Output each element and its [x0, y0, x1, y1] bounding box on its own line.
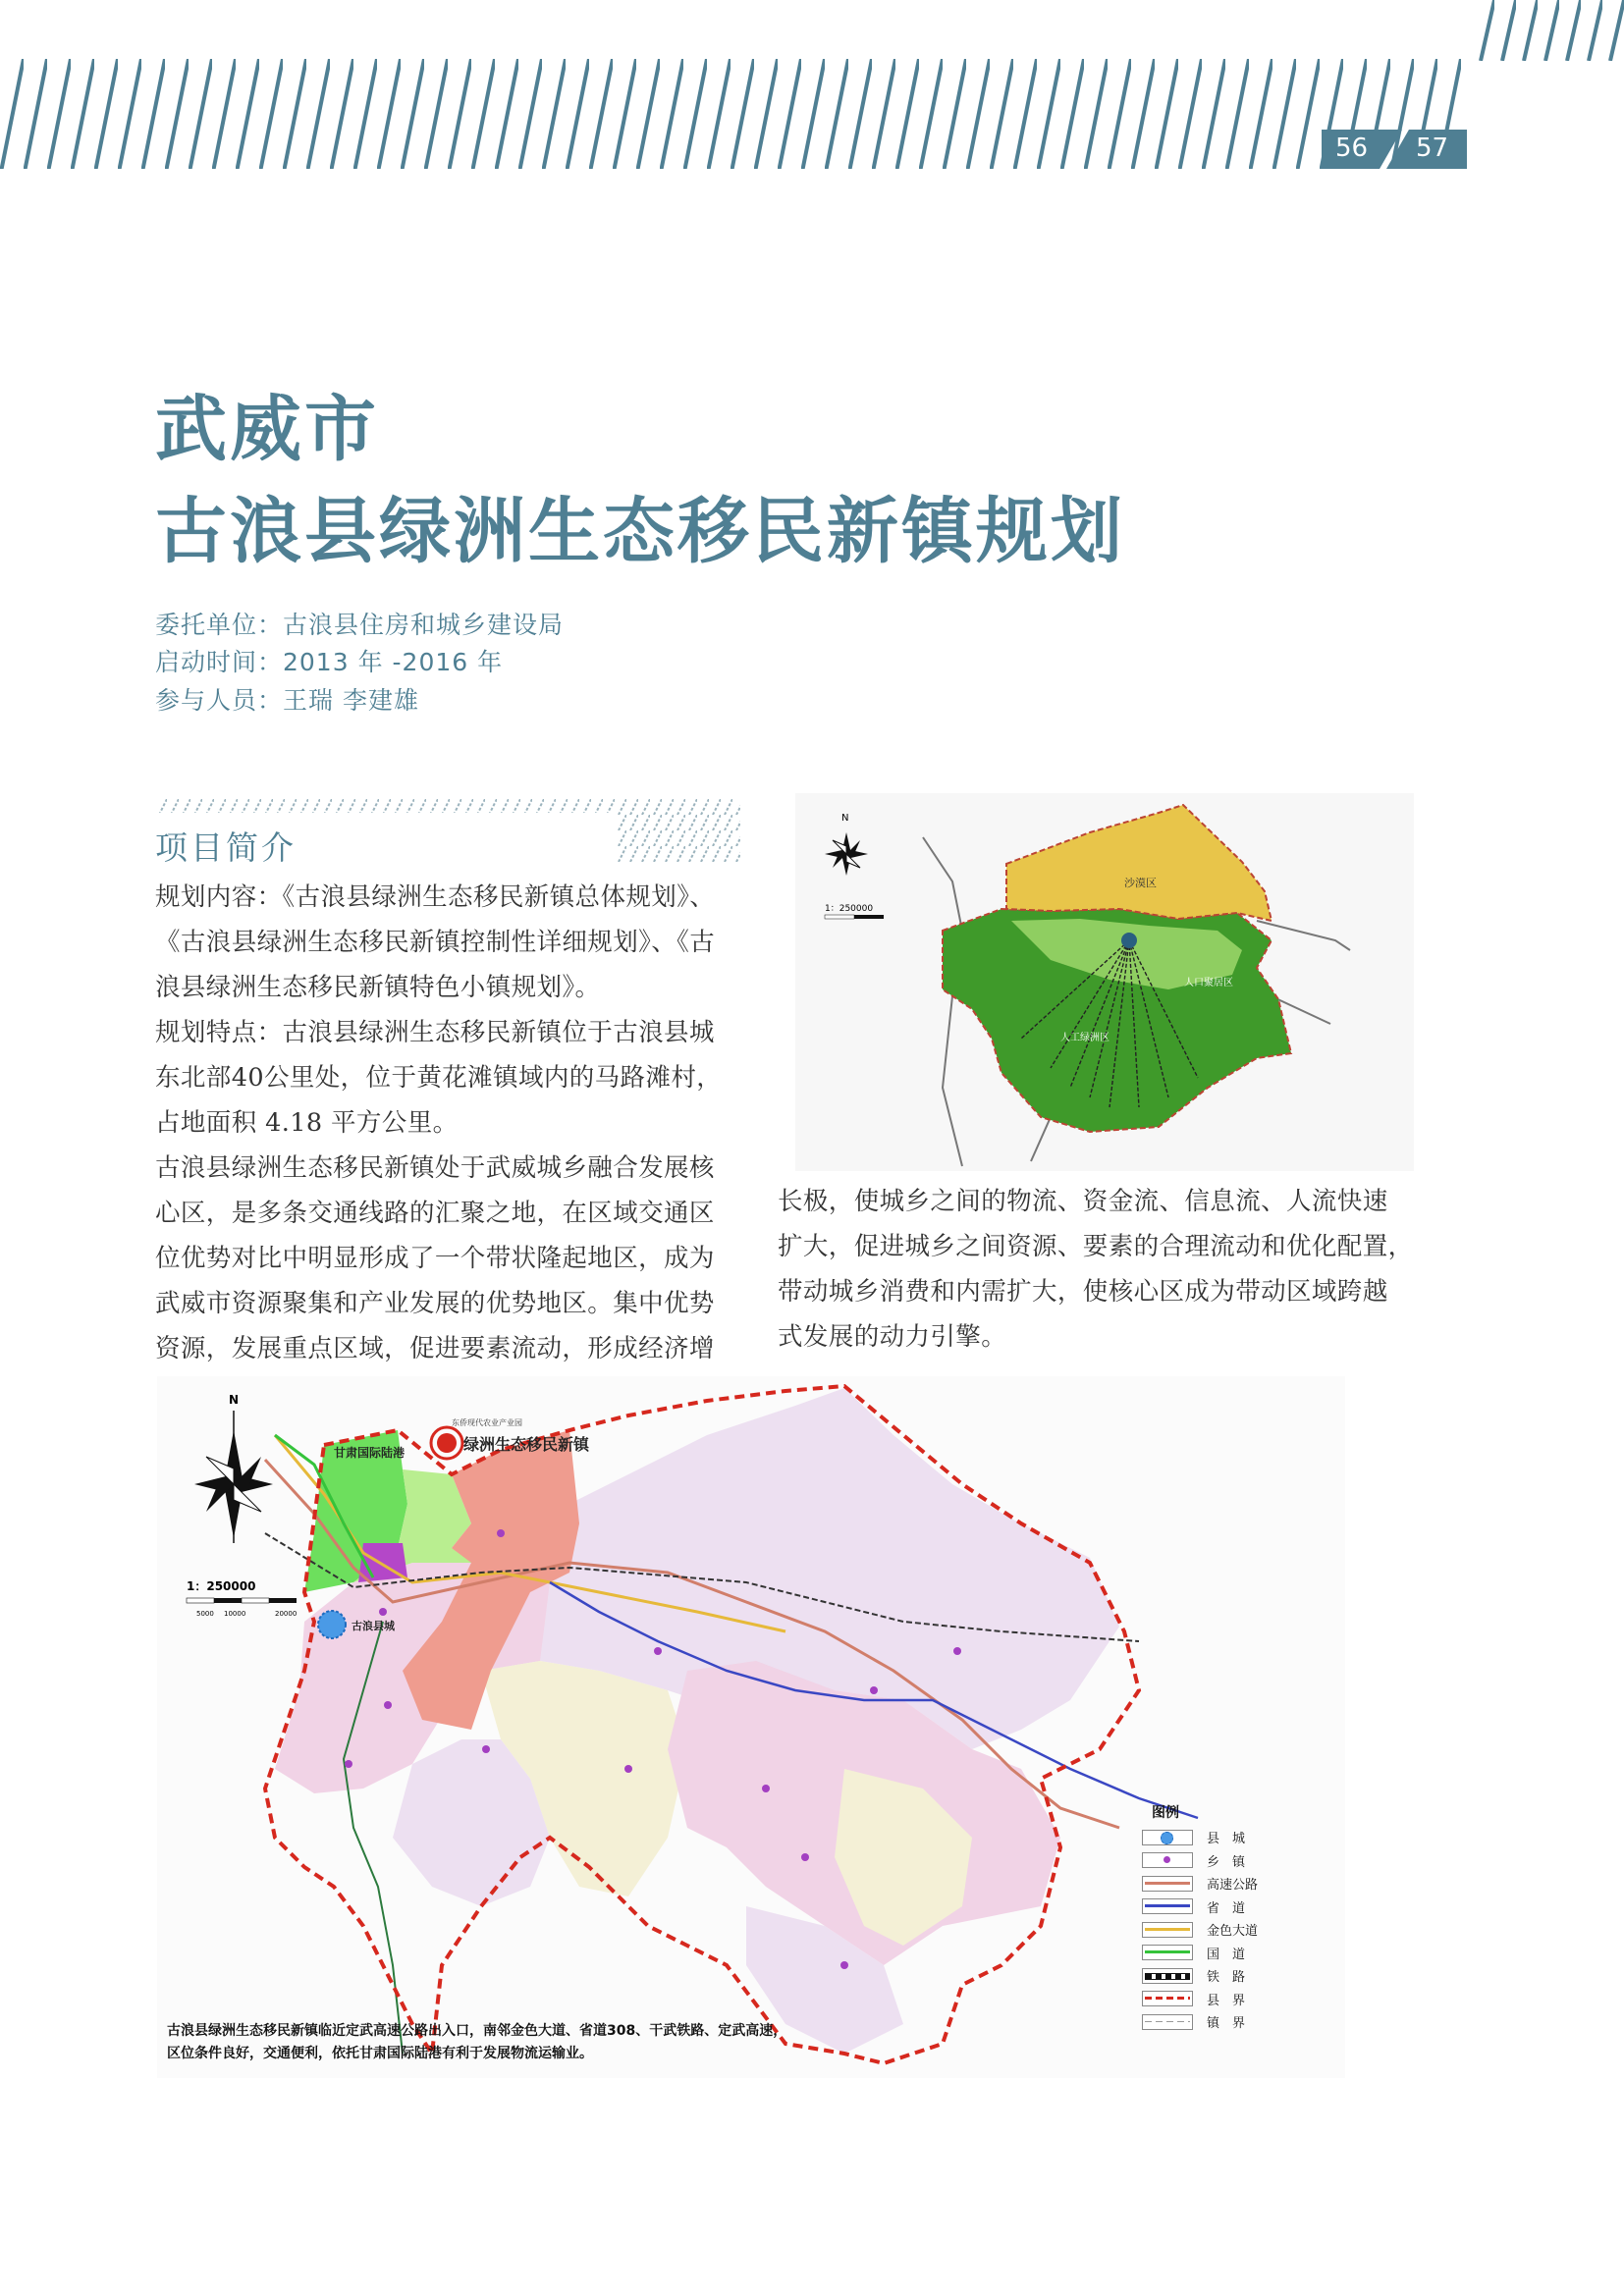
label-county: 古浪县城: [352, 1620, 395, 1632]
title-city: 武威市: [155, 388, 379, 471]
body-line: 位优势对比中明显形成了一个带状隆起地区，成为: [155, 1244, 715, 1273]
main-map-scale: 1：250000: [187, 1579, 256, 1593]
legend-row: [1142, 1872, 1289, 1896]
body-line: 扩大，促进城乡之间资源、要素的合理流动和优化配置，: [778, 1232, 1414, 1261]
body-line: 式发展的动力引擎。: [778, 1322, 1007, 1352]
legend-row: [1142, 1988, 1289, 2011]
main-map-north: N: [229, 1393, 240, 1407]
township-symbol-icon: [1142, 1852, 1193, 1868]
legend-label: 县 城: [1207, 1832, 1246, 1847]
town-border-symbol-icon: [1142, 2014, 1193, 2030]
body-right: [778, 1179, 1445, 1360]
top-map-scale: 1：250000: [825, 904, 874, 914]
body-line: 浪县绿洲生态移民新镇特色小镇规划》。: [155, 973, 601, 1002]
label-port: 甘肃国际陆港: [334, 1446, 406, 1460]
header-hatch-band: [0, 59, 1463, 177]
meta-period: 启动时间：2013 年 -2016 年: [155, 648, 504, 676]
legend-label: 铁 路: [1207, 1970, 1246, 1986]
body-line: 武威市资源聚集和产业发展的优势地区。集中优势: [155, 1289, 715, 1318]
page-number-right: 57: [1416, 133, 1449, 163]
legend-title: 图例: [1152, 1805, 1179, 1821]
legend-label: 县 界: [1207, 1993, 1246, 2008]
legend-row: [1142, 1896, 1289, 1919]
legend-row: [1142, 2010, 1289, 2034]
body-line: 带动城乡消费和内需扩大，使核心区成为带动区域跨越: [778, 1277, 1388, 1307]
body-line: 资源，发展重点区域，促进要素流动，形成经济增: [155, 1334, 715, 1363]
expressway-symbol-icon: [1142, 1876, 1193, 1892]
label-sand-zone: 沙漠区: [1124, 877, 1157, 889]
legend-row: [1142, 1826, 1289, 1849]
legend-label: 省 道: [1207, 1900, 1246, 1916]
meta-members: 参与人员：王瑞 李建雄: [155, 686, 419, 715]
page-number-badge: [1322, 130, 1467, 169]
legend-row: [1142, 1964, 1289, 1988]
legend-label: 金色大道: [1207, 1924, 1259, 1940]
scale-tick: 20000: [275, 1610, 298, 1618]
body-line: 占地面积 4.18 平方公里。: [155, 1108, 459, 1138]
label-park: 东侨现代农业产业园: [452, 1418, 522, 1427]
county-symbol-icon: [1142, 1830, 1193, 1845]
map-caption: [167, 2020, 786, 2065]
body-left: [155, 875, 742, 1371]
body-line: 长极，使城乡之间的物流、资金流、信息流、人流快速: [778, 1187, 1388, 1216]
body-line: 心区，是多条交通线路的汇聚之地，在区域交通区: [155, 1199, 715, 1228]
provincial-road-symbol-icon: [1142, 1898, 1193, 1914]
top-map-figure: [795, 793, 1414, 1171]
body-line: 古浪县绿洲生态移民新镇处于武威城乡融合发展核: [155, 1153, 715, 1183]
body-line: 规划特点：古浪县绿洲生态移民新镇位于古浪县城: [155, 1018, 715, 1047]
county-border-symbol-icon: [1142, 1991, 1193, 2006]
title-project: 古浪县绿洲生态移民新镇规划: [155, 490, 1125, 573]
legend-label: 高速公路: [1207, 1878, 1259, 1894]
legend-label: 镇 界: [1207, 2016, 1246, 2032]
label-new-town: 绿洲生态移民新镇: [463, 1435, 590, 1454]
page-number-left: 56: [1335, 133, 1369, 163]
body-line: 《古浪县绿洲生态移民新镇控制性详细规划》、《古: [155, 928, 716, 957]
label-west-zone: 人工绿洲区: [1060, 1033, 1110, 1043]
railway-symbol-icon: [1142, 1968, 1193, 1984]
corner-hatch-band: [1473, 0, 1624, 61]
scale-tick: 5000: [196, 1610, 214, 1618]
legend-row: [1142, 1918, 1289, 1942]
legend-label: 乡 镇: [1207, 1854, 1246, 1870]
scale-tick: 10000: [224, 1610, 246, 1618]
legend-label: 国 道: [1207, 1947, 1246, 1962]
top-map-north: N: [841, 813, 849, 824]
legend-row: [1142, 1849, 1289, 1873]
legend-row: [1142, 1942, 1289, 1965]
map-legend: [1142, 1802, 1289, 2034]
national-road-symbol-icon: [1142, 1945, 1193, 1960]
golden-avenue-symbol-icon: [1142, 1922, 1193, 1938]
caption-line: 古浪县绿洲生态移民新镇临近定武高速公路出入口，南邻金色大道、省道308、干武铁路、定武高速，: [167, 2023, 787, 2039]
county-marker: [318, 1611, 346, 1638]
body-line: 东北部40公里处，位于黄花滩镇域内的马路滩村，: [155, 1063, 723, 1093]
caption-line: 区位条件良好，交通便利，依托甘肃国际陆港有利于发展物流运输业。: [167, 2046, 593, 2061]
body-line: 规划内容：《古浪县绿洲生态移民新镇总体规划》、: [155, 882, 716, 912]
label-east-zone: 人口聚居区: [1184, 978, 1233, 988]
section-heading: 项目简介: [155, 828, 297, 867]
meta-client: 委托单位：古浪县住房和城乡建设局: [155, 611, 565, 639]
